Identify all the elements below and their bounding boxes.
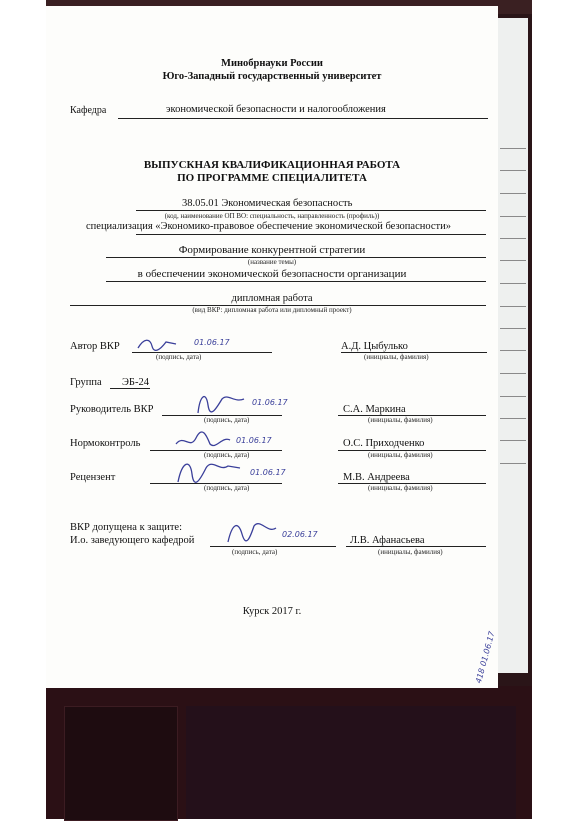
- admission-name: Л.В. Афанасьева: [350, 535, 425, 546]
- scanner-bottom-area: [46, 686, 532, 819]
- admission-name-hint: (инициалы, фамилия): [378, 548, 443, 556]
- supervisor-sign-date: 01.06.17: [252, 398, 288, 407]
- normcontrol-sign-hint: (подпись, дата): [204, 451, 250, 459]
- program-underline: [136, 210, 486, 211]
- group-value: ЭБ-24: [122, 377, 149, 388]
- admission-line1: ВКР допущена к защите:: [70, 522, 182, 533]
- city-year: Курск 2017 г.: [242, 606, 302, 617]
- author-sign-date: 01.06.17: [194, 338, 230, 347]
- handwritten-registration-stamp: 418 01.06.17: [474, 630, 497, 685]
- reviewer-sign-date: 01.06.17: [250, 468, 286, 477]
- normcontrol-name-hint: (инициалы, фамилия): [368, 451, 433, 459]
- topic-hint: (название темы): [247, 258, 297, 266]
- supervisor-name: С.А. Маркина: [343, 404, 406, 415]
- author-name-hint: (инициалы, фамилия): [364, 353, 429, 361]
- department-value: экономической безопасности и налогообложения: [166, 104, 386, 115]
- author-sign-hint: (подпись, дата): [156, 353, 202, 361]
- work-type-hint: (вид ВКР: дипломная работа или дипломный проект): [192, 306, 352, 314]
- department-underline: [118, 118, 488, 119]
- dark-panel-right: [186, 706, 516, 819]
- author-label: Автор ВКР: [70, 341, 120, 352]
- dark-panel-left: [64, 706, 178, 821]
- admission-signature: [224, 516, 284, 548]
- work-title-line2: ПО ПРОГРАММЕ СПЕЦИАЛИТЕТА: [177, 172, 367, 184]
- admission-line2: И.о. заведующего кафедрой: [70, 535, 195, 546]
- supervisor-signature: [194, 389, 254, 419]
- department-label: Кафедра: [70, 105, 107, 116]
- work-type: дипломная работа: [231, 293, 313, 304]
- program-hint: (код, наименование ОП ВО: специальность, направленность (профиль)): [164, 212, 380, 220]
- admission-name-line: [346, 546, 486, 547]
- group-underline: [110, 388, 150, 389]
- program-specialization: специализация «Экономико-правовое обеспечение экономической безопасности»: [86, 221, 451, 232]
- reviewer-name-hint: (инициалы, фамилия): [368, 484, 433, 492]
- author-signature: [136, 334, 196, 354]
- topic-line2: в обеспечении экономической безопасности организации: [137, 268, 407, 280]
- specialization-underline: [136, 234, 486, 235]
- reviewer-name: М.В. Андреева: [343, 472, 410, 483]
- normcontrol-sign-date: 01.06.17: [236, 436, 272, 445]
- underlying-page-strip: [497, 18, 528, 673]
- supervisor-label: Руководитель ВКР: [70, 404, 154, 415]
- supervisor-sign-hint: (подпись, дата): [204, 416, 250, 424]
- normcontrol-label: Нормоконтроль: [70, 438, 141, 449]
- reviewer-signature: [174, 456, 244, 486]
- group-label: Группа: [70, 377, 102, 388]
- normcontrol-name: О.С. Приходченко: [343, 438, 425, 449]
- program-code-name: 38.05.01 Экономическая безопасность: [182, 198, 353, 209]
- university-name: Юго-Западный государственный университет: [162, 71, 382, 82]
- reviewer-sign-hint: (подпись, дата): [204, 484, 250, 492]
- work-title-line1: ВЫПУСКНАЯ КВАЛИФИКАЦИОННАЯ РАБОТА: [143, 159, 401, 171]
- topic-line1: Формирование конкурентной стратегии: [178, 244, 366, 256]
- ministry-name: Минобрнауки России: [221, 58, 323, 69]
- admission-sign-date: 02.06.17: [282, 530, 318, 539]
- reviewer-label: Рецензент: [70, 472, 116, 483]
- author-name: А.Д. Цыбулько: [341, 341, 408, 352]
- topic-underline-2: [106, 281, 486, 282]
- title-page: [46, 6, 498, 688]
- supervisor-name-hint: (инициалы, фамилия): [368, 416, 433, 424]
- admission-sign-hint: (подпись, дата): [232, 548, 278, 556]
